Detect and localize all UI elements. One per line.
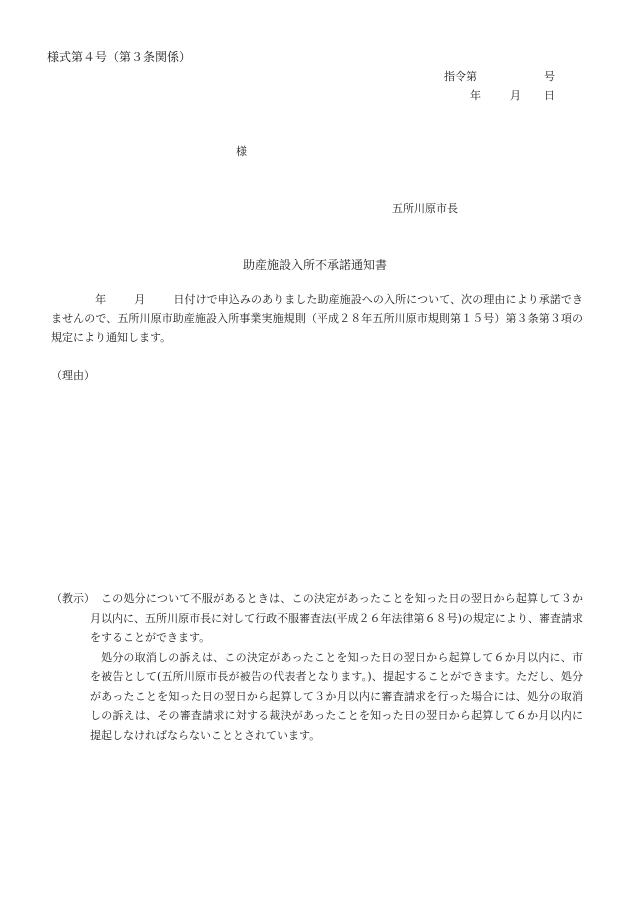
date-day-label: 日: [544, 89, 555, 102]
body-paragraph: [51, 290, 583, 347]
notice-paragraph-1: この処分について不服があるときは、この決定があったことを知った日の翌日から起算して３か月以内に、五所川原市長に対して行政不服審査法(平成２６年法律第６８号)の規定により、審査請求をすることができます。: [90, 592, 583, 644]
date-month-label: 月: [510, 89, 521, 102]
form-number: 様式第４号（第３条関係）: [47, 50, 192, 64]
reference-number-suffix: 号: [544, 70, 555, 83]
reason-label: （理由）: [51, 369, 95, 382]
notice-section: [51, 589, 583, 745]
date-year-label: 年: [470, 89, 481, 102]
body-text: 日付けで申込みのありました助産施設への入所について、次の理由により承諾できませんので、五所川原市助産施設入所事業実施規則（平成２８年五所川原市規則第１５号）第３条第３項の規定により通知します。: [51, 293, 584, 344]
body-year-label: 年: [95, 293, 107, 306]
notice-paragraph-2: 処分の取消しの訴えは、この決定があったことを知った日の翌日から起算して６か月以内に、市を被告として(五所川原市長が被告の代表者となります。)、提起することができます。ただし、処分があったことを知った日の翌日から起算して３か月以内に審査請求を行った場合には、処分の取消しの訴えは、その審査請求に対する裁決があったことを知った日の翌日から起算して６か月以内に提起しなければならないこととされています。: [90, 650, 583, 742]
issuer-name: 五所川原市長: [392, 202, 458, 215]
document-title: 助産施設入所不承諾通知書: [242, 258, 387, 272]
notice-body: [90, 589, 583, 745]
recipient-honorific: 様: [236, 145, 247, 158]
reference-number-prefix: 指令第: [444, 70, 477, 83]
body-month-label: 月: [134, 293, 146, 306]
notice-label: （教示）: [51, 592, 95, 605]
